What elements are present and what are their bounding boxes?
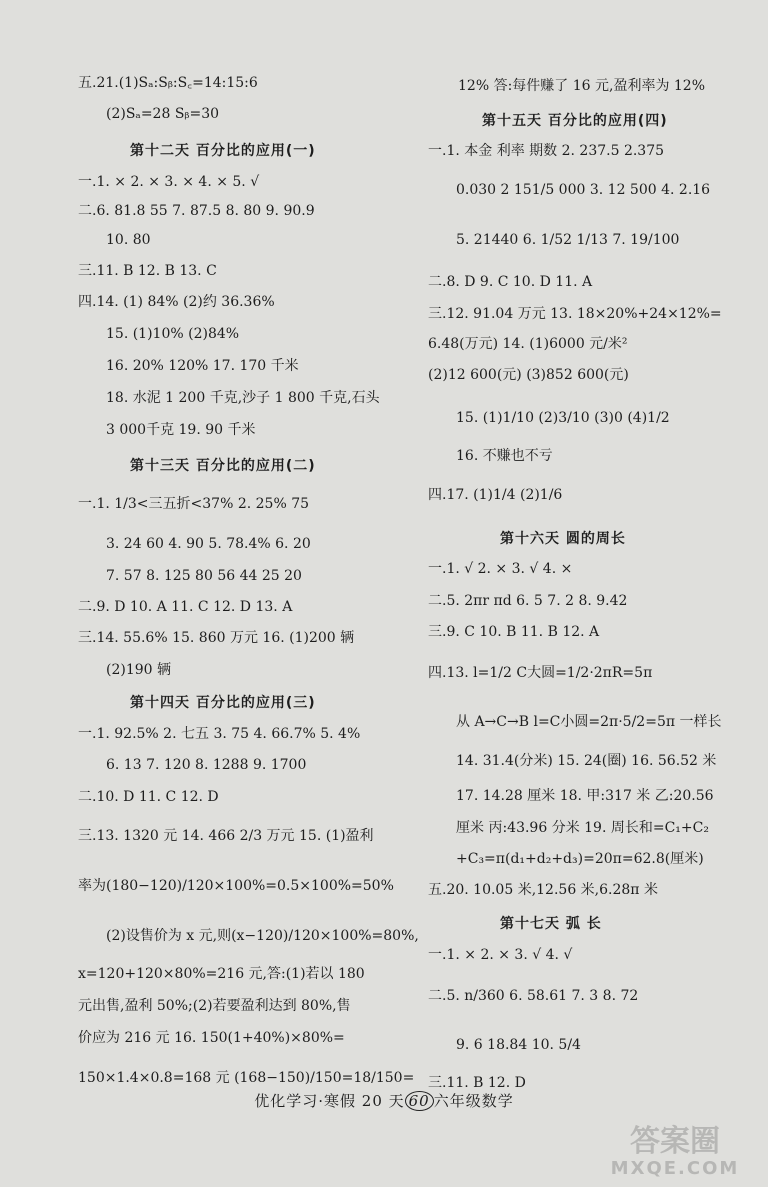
answer-line: 0.030 2 151/5 000 3. 12 500 4. 2.16 [456,182,711,198]
answer-line: 三.11. B 12. D [428,1075,526,1091]
section-heading: 第十七天 弧 长 [500,916,602,932]
answer-line: 二.10. D 11. C 12. D [78,789,219,805]
answer-line: 厘米 丙:43.96 分米 19. 周长和=C₁+C₂ [456,820,709,836]
section-heading: 第十四天 百分比的应用(三) [130,695,316,711]
answer-line: 一.1. × 2. × 3. × 4. × 5. √ [78,174,260,190]
answer-line: (2)设售价为 x 元,则(x−120)/120×100%=80%, [106,928,419,944]
answer-line: x=120+120×80%=216 元,答:(1)若以 180 [78,966,365,982]
answer-line: 18. 水泥 1 200 千克,沙子 1 800 千克,石头 [106,390,380,406]
answer-line: 四.14. (1) 84% (2)约 36.36% [78,294,275,310]
answer-line: 一.1. × 2. × 3. √ 4. √ [428,947,573,963]
answer-line: 15. (1)1/10 (2)3/10 (3)0 (4)1/2 [456,410,670,426]
answer-line: 6. 13 7. 120 8. 1288 9. 1700 [106,757,307,773]
answer-line: 二.6. 81.8 55 7. 87.5 8. 80 9. 90.9 [78,203,315,219]
answer-line: 一.1. 92.5% 2. 七五 3. 75 4. 66.7% 5. 4% [78,726,361,742]
watermark-text: 答案圈 [630,1124,720,1159]
answer-line: 一.1. 本金 利率 期数 2. 237.5 2.375 [428,143,665,159]
answer-line: 5. 21440 6. 1/52 1/13 7. 19/100 [456,232,680,248]
answer-line: 三.9. C 10. B 11. B 12. A [428,624,600,640]
answer-line: 12% 答:每件赚了 16 元,盈利率为 12% [458,78,706,94]
answer-line: 6.48(万元) 14. (1)6000 元/米² [428,336,628,352]
answer-line: 二.5. n/360 6. 58.61 7. 3 8. 72 [428,988,639,1004]
answer-line: 9. 6 18.84 10. 5/4 [456,1037,581,1053]
answer-line: 从 A→C→B l=C小圆=2π·5/2=5π 一样长 [456,714,722,730]
answer-line: 元出售,盈利 50%;(2)若要盈利达到 80%,售 [78,998,351,1014]
answer-line: 3. 24 60 4. 90 5. 78.4% 6. 20 [106,536,311,552]
answer-line: (2)190 辆 [106,662,172,678]
answer-line: (2)12 600(元) (3)852 600(元) [428,367,629,383]
answer-line: 三.14. 55.6% 15. 860 万元 16. (1)200 辆 [78,630,355,646]
answer-line: 四.17. (1)1/4 (2)1/6 [428,487,563,503]
answer-line: 四.13. l=1/2 C大圆=1/2·2πR=5π [428,665,653,681]
footer-subject: 六年级数学 [433,1092,514,1110]
answer-line: 7. 57 8. 125 80 56 44 25 20 [106,568,302,584]
answer-line: 一.1. 1/3<三五折<37% 2. 25% 75 [78,496,310,512]
page-number: 60 [405,1091,434,1111]
answer-line: 三.11. B 12. B 13. C [78,263,217,279]
section-heading: 第十六天 圆的周长 [500,531,626,547]
answer-line: 10. 80 [106,232,151,248]
answer-line: 价应为 216 元 16. 150(1+40%)×80%= [78,1030,345,1046]
answer-line: 17. 14.28 厘米 18. 甲:317 米 乙:20.56 [456,788,714,804]
answer-line: 二.9. D 10. A 11. C 12. D 13. A [78,599,293,615]
answer-line: 三.13. 1320 元 14. 466 2/3 万元 15. (1)盈利 [78,828,374,844]
answer-line: 三.12. 91.04 万元 13. 18×20%+24×12%= [428,306,722,322]
answer-line: 二.8. D 9. C 10. D 11. A [428,274,593,290]
answer-line: 率为(180−120)/120×100%=0.5×100%=50% [78,878,394,894]
answer-line: 14. 31.4(分米) 15. 24(圈) 16. 56.52 米 [456,753,717,769]
answer-line: 16. 不赚也不亏 [456,448,553,464]
watermark-logo [600,1125,750,1180]
answer-line: 15. (1)10% (2)84% [106,326,240,342]
answer-line: (2)Sₐ=28 Sᵦ=30 [106,106,220,122]
section-heading: 第十三天 百分比的应用(二) [130,458,316,474]
answer-line: 150×1.4×0.8=168 元 (168−150)/150=18/150= [78,1070,415,1086]
section-heading: 第十二天 百分比的应用(一) [130,143,316,159]
answer-line: 五.21.(1)Sₐ:Sᵦ:S꜀=14:15:6 [78,75,258,91]
section-heading: 第十五天 百分比的应用(四) [482,113,668,129]
footer-book-title: 优化学习·寒假 20 天 [254,1092,405,1110]
answer-line: +C₃=π(d₁+d₂+d₃)=20π=62.8(厘米) [456,851,704,867]
answer-line: 16. 20% 120% 17. 170 千米 [106,358,299,374]
answer-line: 3 000千克 19. 90 千米 [106,422,256,438]
answer-line: 二.5. 2πr πd 6. 5 7. 2 8. 9.42 [428,593,628,609]
watermark-url: MXQE.COM [610,1158,740,1179]
answer-line: 五.20. 10.05 米,12.56 米,6.28π 米 [428,882,658,898]
page-footer [0,1090,768,1111]
answer-line: 一.1. √ 2. × 3. √ 4. × [428,561,573,577]
